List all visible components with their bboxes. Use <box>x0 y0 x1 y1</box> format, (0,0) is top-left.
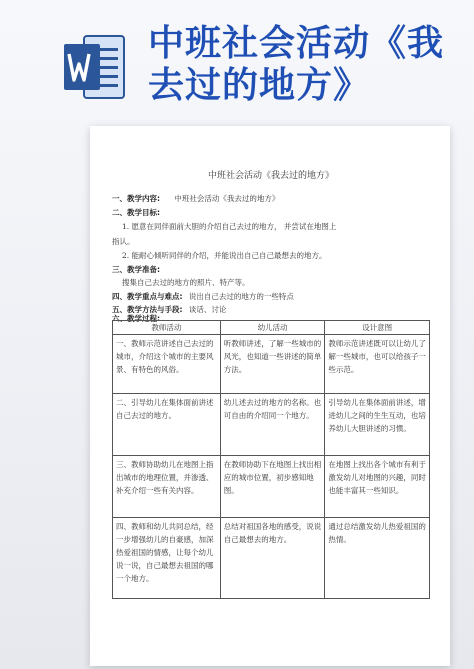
header <box>0 0 474 110</box>
section-1 <box>112 193 279 204</box>
section-4 <box>112 291 294 302</box>
section-2-line-3: 2. 能耐心倾听同伴的介绍，并能说出自己自己最想去的地方。 <box>122 251 327 260</box>
table-cell: 三、教师协助幼儿在地图上指出城市的地理位置，并渗透、补充介绍一些有关内容。 <box>113 456 221 518</box>
section-2-line-1: 1. 愿意在同伴面前大胆的介绍自己去过的地方， 并尝试在地图上 <box>122 222 337 231</box>
title-line-2: 去过的地方》 <box>148 64 371 106</box>
table-header: 设计意图 <box>325 321 430 335</box>
section-1-text: 中班社会活动《我去过的地方》 <box>174 194 280 203</box>
section-1-label: 一、教学内容: <box>112 194 160 203</box>
section-6-label: 六、教学过程: <box>112 314 160 323</box>
table-row <box>113 394 430 456</box>
page-title: 中班社会活动《我去过的地方》 <box>207 171 334 181</box>
table-header-row <box>113 321 430 335</box>
section-3-text: 搜集自己去过的地方的照片、特产等。 <box>122 278 250 287</box>
section-5-text: 谈话、讨论 <box>188 305 227 314</box>
table-row <box>113 456 430 518</box>
table-header: 教师活动 <box>113 321 221 335</box>
table-cell: 听教师讲述，了解一些城市的风光，也知道一些讲述的简单方法。 <box>220 335 325 394</box>
table-cell: 教师示范讲述既可以让幼儿了解一些城市，也可以给孩子一些示范。 <box>325 335 430 394</box>
document-title-banner <box>148 22 468 106</box>
section-3-label: 三、教学准备: <box>112 265 160 274</box>
document-page <box>90 126 450 666</box>
word-icon <box>64 34 126 100</box>
table-cell: 引导幼儿在集体面前讲述，增进幼儿之间的生生互动，也培养幼儿大胆讲述的习惯。 <box>325 394 430 456</box>
table-row <box>113 335 430 394</box>
table-cell: 一、教师示范讲述自己去过的城市，介绍这个城市的主要风景、有特色的风俗。 <box>113 335 221 394</box>
table-cell: 幼儿述去过的地方的名称。也可自由的介绍同一个地方。 <box>220 394 325 456</box>
table-header: 幼儿活动 <box>220 321 325 335</box>
section-5-label: 五、教学方法与手段: <box>112 305 183 314</box>
table-cell: 总结对祖国各地的感受，说说自己最想去的地方。 <box>220 518 325 599</box>
section-4-label: 四、教学重点与难点: <box>112 292 183 301</box>
table-cell: 在地图上找出各个城市有利于激发幼儿对地图的兴趣，同时也能丰富其一些知识。 <box>325 456 430 518</box>
table-cell: 通过总结激发幼儿热爱祖国的热情。 <box>325 518 430 599</box>
table-row <box>113 518 430 599</box>
title-line-1: 中班社会活动《我 <box>148 22 445 64</box>
table-cell: 四、教师和幼儿共同总结，经一步增强幼儿的自豪感，加深热爱祖国的情感，让每个幼儿说一说，自己最想去祖国的哪一个地方。 <box>113 518 221 599</box>
table-cell: 二、引导幼儿在集体面前讲述自己去过的地方。 <box>113 394 221 456</box>
lesson-plan-table <box>112 320 430 599</box>
table-cell: 在教师协助下在地图上找出相应的城市位置，初步感知地图。 <box>220 456 325 518</box>
section-2-label: 二、教学目标: <box>112 208 160 217</box>
section-2-line-2: 指认。 <box>112 237 135 246</box>
section-4-text: 说出自己去过的地方的一些特点 <box>188 292 294 301</box>
